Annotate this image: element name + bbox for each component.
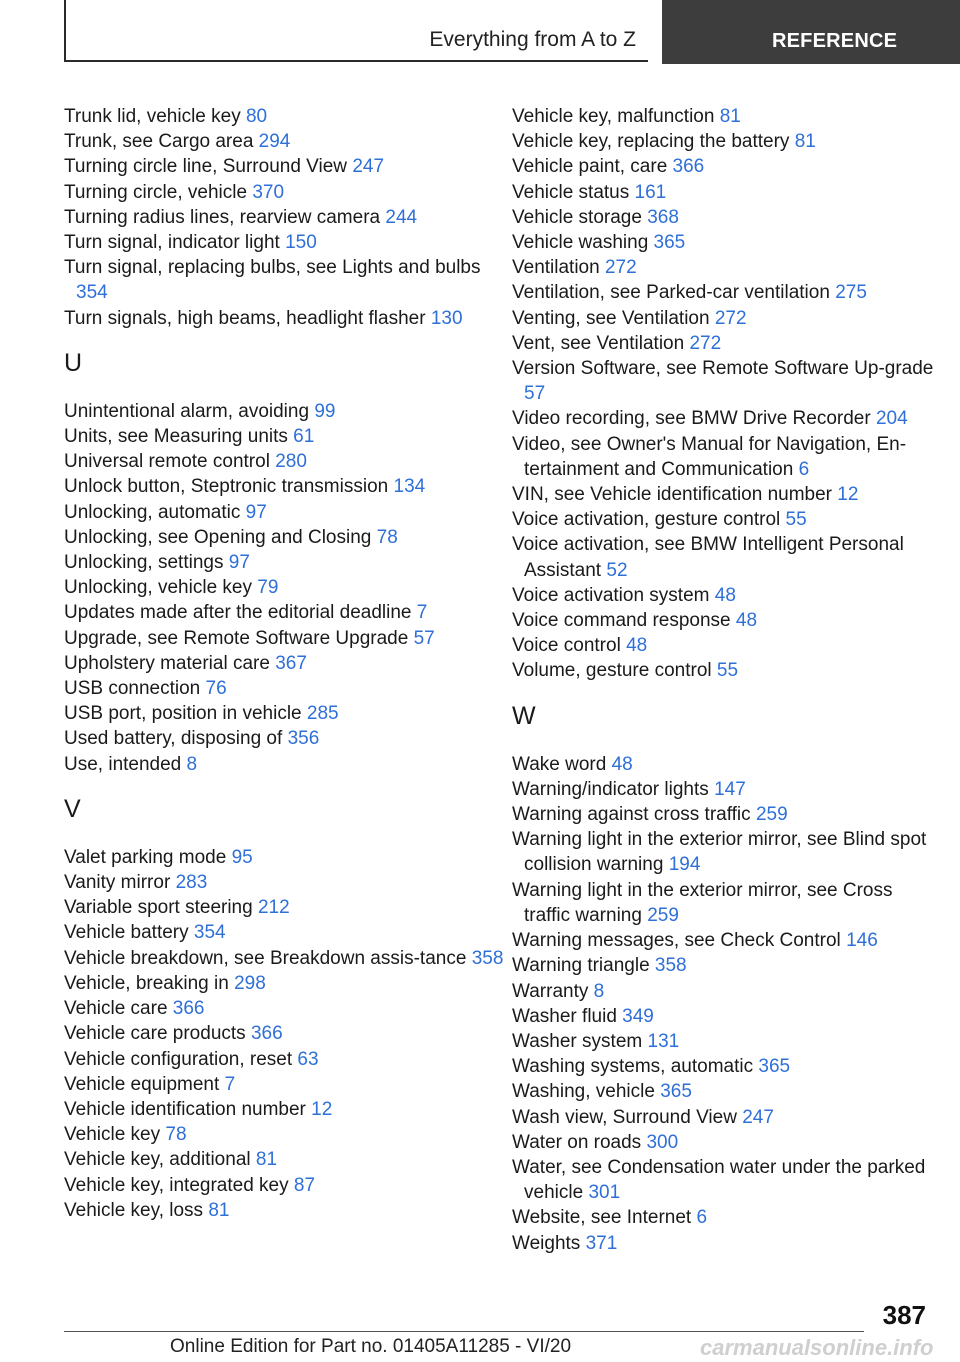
index-entry [64,550,504,575]
index-entry-text: Unintentional alarm, avoiding [64,400,310,422]
footer-edition: Online Edition for Part no. 01405A11285 - VI/20 [170,1336,572,1357]
index-entry [64,600,504,625]
index-entry-text: Voice activation system [512,584,710,606]
index-entry-text: Voice control [512,635,621,657]
index-entry-text: Vehicle washing [512,232,649,254]
watermark-logo: carmanualsonline.info [700,1335,934,1360]
index-entry-text: Vehicle identification number [64,1098,306,1120]
index-page-link[interactable]: 48 [735,610,758,632]
index-page-link[interactable]: 349 [622,1005,654,1027]
header-title-box [64,0,648,62]
index-column-right [512,104,942,1256]
index-entry-text: Washer system [512,1030,643,1052]
index-entry [512,1130,942,1155]
index-page-link[interactable]: 52 [606,559,628,581]
index-page-link[interactable]: 97 [228,552,250,574]
index-entry [64,1122,504,1147]
index-entry-text: Updates made after the editorial deadline [64,602,412,624]
index-entry [64,424,504,449]
index-entry [64,154,504,179]
index-entry [512,331,942,356]
index-page-link[interactable]: 8 [593,980,605,1002]
index-page-link[interactable]: 150 [285,232,317,254]
index-entry [64,1198,504,1223]
index-entry [64,726,504,751]
index-page-link[interactable]: 147 [714,778,746,800]
index-page-link[interactable]: 365 [653,232,686,254]
index-page-link[interactable]: 244 [385,206,418,228]
index-entry-text: Universal remote control [64,451,270,473]
index-entry-text: Trunk lid, vehicle key [64,106,241,127]
header-section-label: REFERENCE [772,30,898,52]
index-entry-text: Vehicle care [64,998,168,1020]
index-page-link[interactable]: 131 [647,1030,680,1052]
index-page-link[interactable]: 368 [647,206,679,228]
index-entry [64,104,504,129]
index-page-link[interactable]: 275 [835,282,867,304]
index-letter-heading: V [64,794,81,823]
index-page-link[interactable]: 259 [755,804,788,826]
index-entry-text: Vehicle key, additional [64,1149,251,1171]
index-entry [512,608,942,633]
index-page-link[interactable]: 55 [785,509,807,531]
index-entry-text: Wash view, Surround View [512,1106,737,1128]
index-page-link[interactable]: 78 [376,526,398,548]
index-entry [64,500,504,525]
index-entry [512,406,942,431]
index-page-link[interactable]: 12 [311,1098,333,1120]
index-entry-text: Vehicle key, integrated key [64,1174,289,1196]
index-page-link[interactable]: 354 [76,282,108,304]
index-page-link[interactable]: 7 [416,602,428,624]
index-page-link[interactable]: 298 [234,972,266,994]
index-page-link[interactable]: 366 [672,156,705,178]
index-entry [512,129,942,154]
index-page-link[interactable]: 204 [875,408,908,430]
index-entry-text: USB connection [64,678,201,700]
index-page-link[interactable]: 81 [208,1199,230,1221]
index-page-link[interactable]: 283 [175,872,208,894]
index-entry [64,129,504,154]
index-page-link[interactable]: 79 [257,577,279,599]
index-page-link[interactable]: 300 [646,1131,679,1153]
index-page-link[interactable]: 48 [611,753,633,775]
page-number: 387 [882,1300,926,1330]
index-entry-text: Units, see Measuring units [64,426,288,448]
index-page-link[interactable]: 358 [654,955,687,977]
index-entry-text: Water on roads [512,1131,642,1153]
index-page-link[interactable]: 301 [588,1182,621,1204]
index-entry-text: Variable sport steering [64,897,253,919]
index-page-link[interactable]: 285 [306,703,339,725]
index-entry [64,575,504,600]
index-entry-text: Vehicle key [64,1124,161,1146]
index-page-link[interactable]: 76 [205,678,227,700]
index-entry-text: Upgrade, see Remote Software Upgrade [64,627,409,649]
index-page-link[interactable]: 99 [314,400,336,422]
index-entry-text: Unlocking, settings [64,552,224,574]
index-entry-text: VIN, see Vehicle identification number [512,484,833,506]
index-entry [512,1105,942,1130]
index-entry-text: Warning light in the exterior mirror, see Cross traffic warning [512,879,893,926]
index-page-link[interactable]: 212 [257,897,290,919]
index-entry-text: Wake word [512,753,607,775]
index-entry [64,946,504,971]
header-title: Everything from A to Z [429,28,636,51]
index-page-link[interactable]: 134 [393,476,426,498]
index-page-link[interactable]: 161 [634,181,667,203]
index-entry-text: Vanity mirror [64,872,171,894]
index-page-link[interactable]: 259 [647,904,679,926]
index-entry [64,1047,504,1072]
index-entry [64,1072,504,1097]
index-entry-text: Vehicle storage [512,206,642,228]
header-section-tab [662,0,960,64]
index-page-link[interactable]: 358 [471,947,504,969]
index-entry [512,507,942,532]
index-page-link[interactable]: 61 [293,426,315,448]
index-page-link[interactable]: 130 [430,307,463,329]
index-entry [64,474,504,499]
index-page-link[interactable]: 354 [193,922,226,944]
index-page-link[interactable]: 194 [668,854,701,876]
index-page-link[interactable]: 63 [297,1048,319,1070]
index-entry-text: Version Software, see Remote Software Up-grade [512,358,934,380]
index-entry-text: Trunk, see Cargo area [64,131,254,153]
index-entry [64,752,504,777]
index-letter-heading: W [512,701,536,730]
index-entry-text: Upholstery material care [64,652,270,674]
index-entry-text: Venting, see Ventilation [512,307,710,329]
index-entry [512,1004,942,1029]
index-entry-text: Vehicle battery [64,922,189,944]
index-entry-text: Website, see Internet [512,1207,692,1229]
index-page-link[interactable]: 367 [275,652,307,674]
index-page-link[interactable]: 366 [172,998,205,1020]
index-page-link[interactable]: 370 [252,181,285,203]
index-entry [512,280,942,305]
index-entry-text: Turn signal, replacing bulbs, see Lights and bulbs [64,257,481,279]
index-entry-text: Unlocking, vehicle key [64,577,252,599]
index-entry-text: Vehicle care products [64,1023,246,1045]
index-entry [64,1173,504,1198]
index-entry [512,1054,942,1079]
index-entry-text: Warning light in the exterior mirror, see Blind spot collision warning [512,829,927,876]
index-page-link[interactable]: 81 [719,106,741,127]
index-entry [64,1097,504,1122]
index-entry-text: Voice command response [512,610,731,632]
index-page-link[interactable]: 87 [293,1174,316,1196]
index-page-link[interactable]: 366 [250,1023,283,1045]
index-entry [64,651,504,676]
index-page-link[interactable]: 81 [255,1149,278,1171]
index-entry-text: Turning circle, vehicle [64,181,248,203]
index-entry-text: Warning messages, see Check Control [512,930,841,952]
index-page-link[interactable]: 55 [716,660,739,682]
index-entry-text: Video, see Owner's Manual for Navigation, En-tertainment and Communication [512,433,907,480]
index-entry [64,676,504,701]
index-page-link[interactable]: 97 [245,501,267,523]
index-page-link[interactable]: 272 [714,307,747,329]
index-entry [512,1029,942,1054]
index-entry-text: Washing systems, automatic [512,1056,754,1078]
index-page-link[interactable]: 146 [846,930,878,952]
index-entry [64,626,504,651]
index-entry-text: Warning/indicator lights [512,778,709,800]
index-entry [512,482,942,507]
index-entry-text: Voice activation, see BMW Intelligent Personal Assistant [512,534,904,581]
index-entry [64,399,504,424]
footer-divider [64,1331,864,1332]
index-entry-text: Vehicle paint, care [512,156,668,178]
index-letter-heading: U [64,348,83,377]
index-entry-text: Use, intended [64,753,182,775]
index-entry [64,971,504,996]
index-entry-text: USB port, position in vehicle [64,703,302,725]
index-entry [512,633,942,658]
index-entry [512,802,942,827]
index-entry [512,1231,942,1256]
index-column-left [64,104,504,1223]
index-page-link[interactable]: 365 [758,1056,791,1078]
index-page-link[interactable]: 57 [524,383,546,405]
index-entry-text: Unlocking, automatic [64,501,241,523]
index-entry [512,306,942,331]
index-entry [512,752,942,777]
index-entry-text: Vehicle key, replacing the battery [512,131,790,153]
index-entry [64,996,504,1021]
index-page-link[interactable]: 365 [660,1081,692,1103]
index-entry-text: Unlocking, see Opening and Closing [64,526,372,548]
index-entry [64,205,504,230]
index-page-link[interactable]: 371 [585,1232,618,1254]
index-entry [64,701,504,726]
index-entry-text: Vehicle key, loss [64,1199,204,1221]
index-entry-text: Video recording, see BMW Drive Recorder [512,408,871,430]
index-entry-text: Water, see Condensation water under the parked vehicle [512,1156,926,1204]
page-header [0,0,960,66]
index-entry-text: Warning triangle [512,955,650,977]
index-entry [512,532,942,582]
index-entry [64,525,504,550]
index-entry [512,1205,942,1230]
index-entry-text: Used battery, disposing of [64,728,283,750]
index-entry [512,827,942,877]
index-page-link[interactable]: 280 [275,451,307,473]
index-entry-text: Warning against cross traffic [512,804,751,826]
index-page-link[interactable]: 81 [794,131,816,153]
index-page-link[interactable]: 7 [224,1073,236,1095]
index-entry [512,230,942,255]
index-page-link[interactable]: 48 [714,584,736,606]
index-page-link[interactable]: 272 [604,257,637,279]
index-page-link[interactable]: 272 [689,332,722,354]
index-entry [64,1021,504,1046]
index-entry [64,306,504,331]
index-entry-text: Turning circle line, Surround View [64,156,348,178]
index-entry [64,870,504,895]
index-page-link[interactable]: 78 [165,1124,187,1146]
index-entry [512,356,942,406]
index-entry-text: Vehicle configuration, reset [64,1048,293,1070]
index-entry-text: Turn signals, high beams, headlight flasher [64,307,426,329]
index-entry [512,1155,942,1205]
index-entry [512,1079,942,1104]
index-entry-text: Washing, vehicle [512,1081,655,1103]
index-entry-text: Vehicle, breaking in [64,972,229,994]
index-entry [64,920,504,945]
index-entry [512,154,942,179]
index-entry-text: Volume, gesture control [512,660,712,682]
index-entry-text: Washer fluid [512,1005,617,1027]
index-entry-text: Vent, see Ventilation [512,332,685,354]
index-page-link[interactable]: 6 [798,458,810,480]
index-page-link[interactable]: 48 [626,635,648,657]
index-entry [512,658,942,683]
index-entry-text: Turn signal, indicator light [64,232,280,254]
index-entry [512,979,942,1004]
index-entry-text: Turning radius lines, rearview camera [64,206,381,228]
index-entry-text: Vehicle breakdown, see Breakdown assis-tance [64,947,467,969]
index-entry [64,1147,504,1172]
index-entry [64,180,504,205]
index-entry [512,953,942,978]
index-entry [512,104,942,129]
index-entry [512,205,942,230]
index-page-link[interactable]: 12 [837,484,859,506]
index-entry-text: Ventilation [512,257,600,279]
index-entry [512,583,942,608]
index-entry-text: Warranty [512,980,589,1002]
index-entry [64,255,504,305]
index-page-link[interactable]: 95 [231,846,253,868]
index-entry-text: Voice activation, gesture control [512,509,781,531]
index-entry [512,928,942,953]
index-entry-text: Unlock button, Steptronic transmission [64,476,389,498]
index-page-link[interactable]: 247 [742,1106,774,1128]
index-entry [512,777,942,802]
index-page-link[interactable]: 57 [413,627,435,649]
index-entry [512,180,942,205]
index-entry-text: Ventilation, see Parked-car ventilation [512,282,830,304]
index-entry-text: Vehicle status [512,181,630,203]
index-entry-text: Vehicle key, malfunction [512,106,715,127]
index-page-link[interactable]: 247 [352,156,385,178]
index-entry [512,432,942,482]
index-entry [64,230,504,255]
index-page-link[interactable]: 80 [245,106,268,127]
index-entry [64,449,504,474]
index-entry [512,878,942,928]
index-page-link[interactable]: 356 [287,728,320,750]
index-entry [512,255,942,280]
index-entry [64,845,504,870]
index-entry-text: Valet parking mode [64,846,227,868]
index-entry-text: Weights [512,1232,581,1254]
index-page-link[interactable]: 6 [696,1207,708,1229]
index-page-link[interactable]: 8 [186,753,198,775]
index-page-link[interactable]: 294 [258,131,291,153]
index-entry [64,895,504,920]
index-entry-text: Vehicle equipment [64,1073,220,1095]
